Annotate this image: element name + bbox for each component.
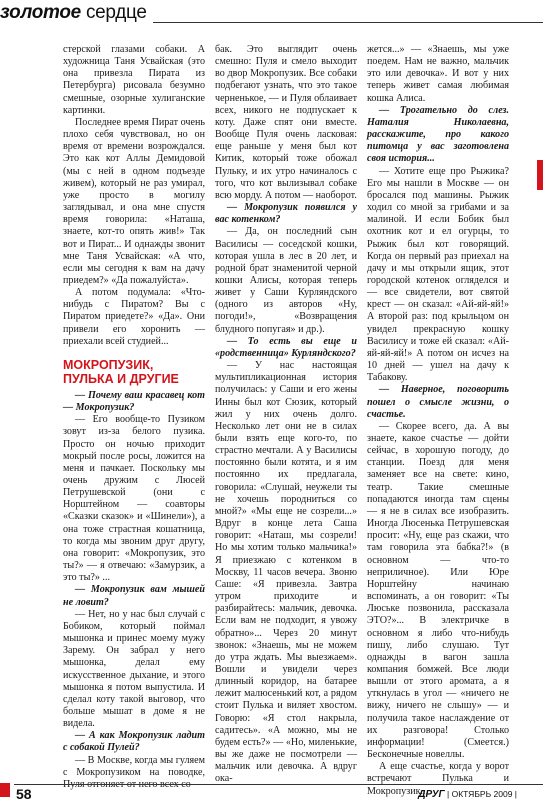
column-2 xyxy=(215,44,357,786)
interview-question: — Наверное, поговорить пошел о смысле жизни, о счастье. xyxy=(367,384,509,420)
edge-color-tab xyxy=(537,160,543,190)
paragraph: стерской глазами собаки. А художница Таня Усвайская (это она привезла Пирата из Петербурга) рисовала безумно смешные, озорные хулиганские картинки. xyxy=(63,44,205,116)
footer-rule xyxy=(14,784,543,785)
interview-question: — Трогательно до слез. Наталия Николаевна, расскажите, про какого питомца у вас заготовлена своя история... xyxy=(367,104,509,165)
interview-question: — Мокропузик появился у вас котенком? xyxy=(215,202,357,226)
magazine-title: ДРУГ xyxy=(418,789,445,800)
interview-question: — Почему ваш красавец кот — Мокропузик? xyxy=(63,389,205,414)
paragraph: — В Москве, когда мы гуляем с Мокропузиком на поводке, xyxy=(63,754,205,778)
issue-date: | ОКТЯБРЬ 2009 | xyxy=(447,789,517,799)
paragraph: бак. Это выглядит очень смешно: Пуля и смело выходит во двор Мокропузик. Все собаки подбегают узнать, что это такое черненькое, — и Пуля облаивает всех, никого не подпускает к коту. Даже спят они вместе. Вообще Пуля очень ласковая: еще раньше у меня был кот Китик, который тоже обожал Пульку, и их утро начиналось с того, что кот вылизывал собаке всю морду. А потом — наоборот. xyxy=(215,44,357,201)
paragraph: жется...» — «Знаешь, мы уже поедем. Нам не важно, мальчик это или девочка». И вот у них теперь живет самая любимая кошка Алиса. xyxy=(367,44,509,104)
paragraph: — Да, он последний сын Василисы — соседской кошки, которая ушла в лес в 20 лет, и родной брат знаменитой черной кошки Алисы, которая теперь живет у Саши Курляндского (одного из авторов «Ну, погоди!», «Возвращения блудного попугая» и др.). xyxy=(215,226,357,335)
paragraph: — Скорее всего, да. А вы знаете, какое счастье — дойти сейчас, в хорошую погоду, до станции. Поезд для меня заменяет все на свете: кино, театр. Такие смешные попадаются иногда там сцены — я не в силах все изобразить. Иногда Люсенька Петрушевская просит: «Ну, еще раз скажи, что там говорила эта бабка?!» (в основном — что-то неприличное). Или Юре Норштейну начинаю вспоминать, а он говорит: «Ты Люське позвонила, рассказала ЭТО?»... В электричке в основном я либо что-нибудь пишу, либо слушаю. Тут однажды в вагон зашла компания бомжей. Все люди вышли от этого аромата, а я уткнулась в угол — «ничего не вижу, ничего не слышу» — и получила такое наслаждение от их разговора! Столько информации! (Смеется.) Бесконечные новеллы. xyxy=(367,420,509,761)
paragraph: — Хотите еще про Рыжика? Его мы нашли в Москве — он бросался под машины. Рыжик ходил со мной за грибами и за малиной. И если Бобик был охотник кот и ел огурцы, то Рыжик был кот говорящий. Когда он первый раз приехал на дачу и мы открыли ящик, этот городской котенок огляделся и — все свидетели, вот святой крест — он сказал: «Ай-яй-яй!» А второй раз: под крыльцом он увидел прекрасную кошку Василису и тоже ей сказал: «Ай-яй-яй-яй!» А потом он исчез на 10 дней — ушел на дачу к Табакову. xyxy=(367,165,509,384)
paragraph: А потом подумала: «Что-нибудь с Пиратом? Вы с Пиратом приедете?» «Да». Они привели его хоронить — приехали всей студией... xyxy=(63,287,205,347)
paragraph: — Нет, но у нас был случай с Бобиком, который поймал мышонка и принес моему мужу Зарему. Он забрал у него мышонка, делал ему искусственное дыхание, и этого мышонка я потом выпустила. И сделал коту такой выговор, что больше мышат в доме я не видела. xyxy=(63,608,205,730)
paragraph: А еще счастье, когда у ворот встречают Пулька и Мокропузик... xyxy=(367,761,509,797)
column-3 xyxy=(367,44,509,798)
rubric-light: сердце xyxy=(85,2,147,23)
paragraph: — Его вообще-то Пузиком зовут из-за белого пузика. Просто он ночью приходит мокрый после росы, ложится на меня и пачкает. Поскольку мы очень дружим с Люсей Петрушевской (они с Норштейном — соавторы «Сказки сказок» и «Шинели»), а она тоже страстная кошатница, то когда мы звоним друг другу, она говорит: «Мокропузик, это ты?» — я отвечаю: «Замурзик, а это ты?» ... xyxy=(63,414,205,584)
interview-question: — Мокропузик вам мышей не ловит? xyxy=(63,584,205,608)
page-footer xyxy=(0,770,543,800)
footer-accent-bar xyxy=(0,783,10,797)
section-subheading: МОКРОПУЗИК, ПУЛЬКА И ДРУГИЕ xyxy=(63,357,179,386)
rubric-bold: золотое xyxy=(0,2,81,23)
page-header xyxy=(0,0,543,40)
magazine-issue xyxy=(418,789,517,800)
interview-question: — То есть вы еще и «родственница» Курляндского? xyxy=(215,335,357,359)
page-number: 58 xyxy=(16,786,32,802)
paragraph: — У нас настоящая мультипликационная история получилась: у Саши и его жены Инны был кот Сюзик, который жил у них очень долго. Несколько лет они не в силах были взять еще кого-то, по страстно мечтали. А у Василисы постоянно были котята, и я им постоянно их предлагала, говорила: «Слушай, неужели ты не хочешь породниться со мной?» «Мы еще не созрели...» Вдруг в конце лета Саша говорит: «Наташ, мы созрели! Но мы хотим только мальчика!» Я приезжаю с котенком в Москву, 11 часов вечера. Звоню Саше: «Я привезла. Завтра утром приходите и разбирайтесь: мальчик, девочка. Если вам не подходит, я увожу обратно»... Через 20 минут звонок: «Знаешь, мы не можем до утра ждать. Мы выезжаем». Вошли и увидели через длинный коридор, на батарее лежит малюсенький кот, а рядом стоит Пулька и виляет хвостом. Говорю: «Я стол накрыла, садитесь». «А можно, мы не будем есть?» — «Но, миленькие, вы же даже не посмотрели — мальчик или девочка. А вдруг ока- xyxy=(215,360,357,785)
interview-question: — А как Мокропузик ладит с собакой Пулей? xyxy=(63,730,205,754)
paragraph: Последнее время Пират очень плохо себя чувствовал, но он время от времени возрождался. Это как кот Аллы Демидовой (мы с ней в одном подъезде живем), который не раз умирал, уже просто в могилу заглядывал, и она мне спустя время говорила: «Наташа, знаете, кот-то опять жив!» Так вот и Пират... И однажды звонит мне Таня Усвайская: «А что, если мы сегодня к вам на дачу приедем?» «Да пожалуйста». xyxy=(63,116,205,286)
column-1 xyxy=(63,44,205,791)
section-rubric xyxy=(0,2,153,24)
